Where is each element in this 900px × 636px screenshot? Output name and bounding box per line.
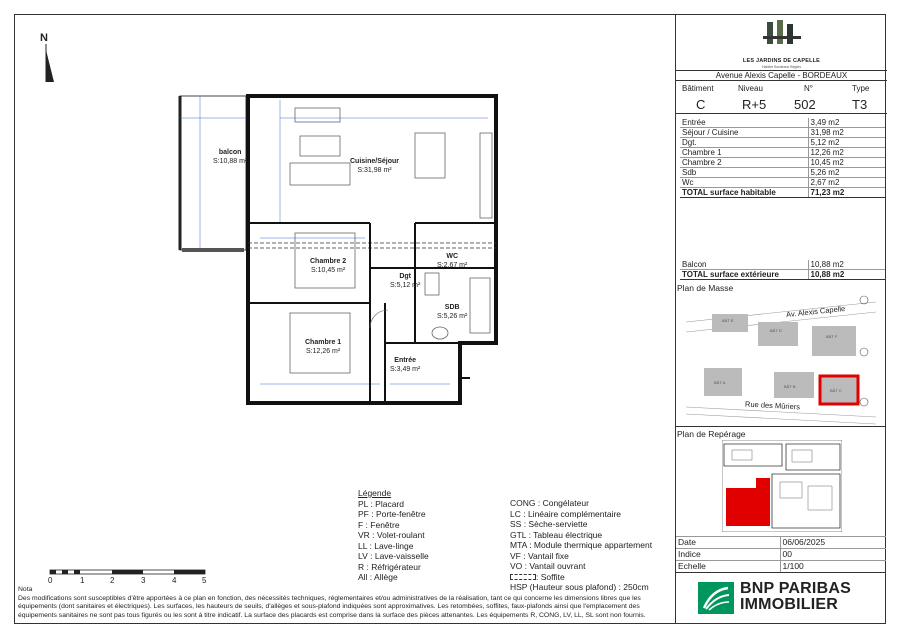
scale-label: 2 — [110, 576, 115, 585]
table-row: Echelle 1/100 — [676, 561, 886, 573]
legend-item: F : Fenêtre — [358, 519, 400, 530]
brand-subtitle: Habiter Bordeaux Bègles — [762, 65, 801, 69]
plan-masse-title: Plan de Masse — [677, 283, 734, 293]
brand-logo-icon — [757, 18, 807, 58]
total-exterior-row: TOTAL surface extérieure 10,88 m2 — [680, 270, 885, 280]
room-entree: Entrée S:3,49 m² — [390, 357, 421, 373]
scale-label: 1 — [80, 576, 85, 585]
floor-plan — [170, 88, 500, 408]
table-row: Balcon 10,88 m2 — [680, 260, 885, 270]
scale-bar — [48, 568, 208, 588]
address: Avenue Alexis Capelle - BORDEAUX — [676, 70, 887, 81]
north-arrow-icon — [36, 30, 60, 86]
value-numero: 502 — [794, 97, 816, 112]
legend-item: CONG : Congélateur — [510, 498, 589, 508]
room-chambre1: Chambre 1 S:12,26 m² — [305, 339, 342, 355]
legend-left — [358, 488, 429, 583]
legend-item: VF : Vantail fixe — [510, 550, 569, 561]
room-balcon: balcon S:10,88 m² — [213, 149, 248, 165]
building-label: BÂT F — [826, 334, 838, 339]
legend-item: PL : Placard — [358, 498, 404, 509]
legend-item-soffite: : Soffite — [510, 572, 652, 583]
value-type: T3 — [852, 97, 868, 112]
nota-text: Des modifications sont susceptibles d'être apportées à ce plan en fonction, des nécessités techniques, réglementaires et/ou administratives de la réalisation, tant ce qui concerne les dimensions libres que les équipements (dont sanitaires et électriques). Les surfaces, les hauteurs de seuils, d'allèges et sous-plafond indiquées sont approximatives. Les retombées, soffites, faux-plafonds ainsi que l'emplacement des équipements sanitaires ne sont pas tous figurés ou les sont à titre indicatif. La surface des placards est comprise dans la surface des pièces attenantes. Les équipements R, CONG, LV, LL, SL sont non fournis. — [18, 594, 646, 619]
scale-label: 5 — [202, 576, 207, 585]
plan-reperage-title: Plan de Repérage — [677, 429, 746, 439]
nota — [18, 586, 666, 620]
scale-label: 3 — [141, 576, 146, 585]
plan-reperage — [722, 440, 842, 532]
table-row: Date 06/06/2025 — [676, 537, 886, 549]
company-name: BNP PARIBAS IMMOBILIER — [740, 580, 851, 613]
value-niveau: R+5 — [742, 97, 767, 112]
soffite-swatch-icon — [510, 574, 536, 580]
room-sejour: Cuisine/Séjour S:31,98 m² — [350, 158, 400, 174]
street-label: Av. Alexis Capelle — [785, 303, 846, 320]
surfaces-table — [680, 118, 885, 198]
value-batiment: C — [696, 97, 706, 112]
legend-item: LL : Lave-linge — [358, 540, 414, 551]
total-habitable-row: TOTAL surface habitable 71,23 m2 — [680, 188, 885, 198]
street-label: Rue des Mûriers — [744, 399, 801, 412]
building-label: BÂT D — [770, 328, 782, 333]
legend-item: VR : Volet-roulant — [358, 530, 425, 540]
header-batiment: Bâtiment — [682, 84, 714, 93]
legend-item: VO : Vantail ouvrant — [510, 561, 586, 571]
table-row: Wc 2,67 m2 — [680, 178, 885, 188]
legend-item: GTL : Tableau électrique — [510, 529, 603, 540]
header-numero: N° — [804, 84, 813, 93]
building-label: BÂT C — [830, 388, 842, 393]
room-wc: WC S:2,67 m² — [437, 253, 468, 269]
nota-title: Nota — [18, 586, 33, 593]
table-row: Séjour / Cuisine 31,98 m2 — [680, 128, 885, 138]
table-row: Dgt. 5,12 m2 — [680, 138, 885, 148]
legend-item: All : Allège — [358, 572, 398, 582]
exterior-table — [680, 260, 885, 280]
bnp-paribas-logo-icon — [698, 582, 734, 614]
info-table — [676, 536, 886, 573]
table-row: Chambre 2 10,45 m2 — [680, 158, 885, 168]
legend-item: MTA : Module thermique appartement — [510, 540, 653, 550]
table-row: Indice 00 — [676, 549, 886, 561]
room-dgt: Dgt S:5,12 m² — [390, 273, 421, 289]
building-label: BÂT E — [722, 318, 734, 323]
scale-label: 0 — [48, 576, 53, 585]
legend-right — [510, 498, 652, 593]
legend-item: LC : Linéaire complémentaire — [510, 508, 622, 519]
scale-label: 4 — [172, 576, 177, 585]
header-niveau: Niveau — [738, 84, 763, 93]
legend-item: HSP (Hauteur sous plafond) : 250cm — [510, 582, 649, 592]
legend-item: R : Réfrigérateur — [358, 561, 421, 572]
room-sdb: SDB S:5,26 m² — [437, 304, 468, 320]
building-label: BÂT B — [784, 384, 796, 389]
room-chambre2: Chambre 2 S:10,45 m² — [310, 258, 347, 274]
table-row: Sdb 5,26 m2 — [680, 168, 885, 178]
building-label: BÂT A — [714, 380, 726, 385]
north-label: N — [40, 32, 48, 44]
header-type: Type — [852, 84, 870, 93]
legend-item: LV : Lave-vaisselle — [358, 551, 429, 561]
table-row: Chambre 1 12,26 m2 — [680, 148, 885, 158]
brand-name: LES JARDINS DE CAPELLE — [742, 58, 821, 64]
legend-title: Légende — [358, 488, 392, 498]
legend-item: SS : Sèche-serviette — [510, 519, 588, 529]
table-row: Entrée 3,49 m2 — [680, 118, 885, 128]
legend-item: PF : Porte-fenêtre — [358, 509, 426, 519]
